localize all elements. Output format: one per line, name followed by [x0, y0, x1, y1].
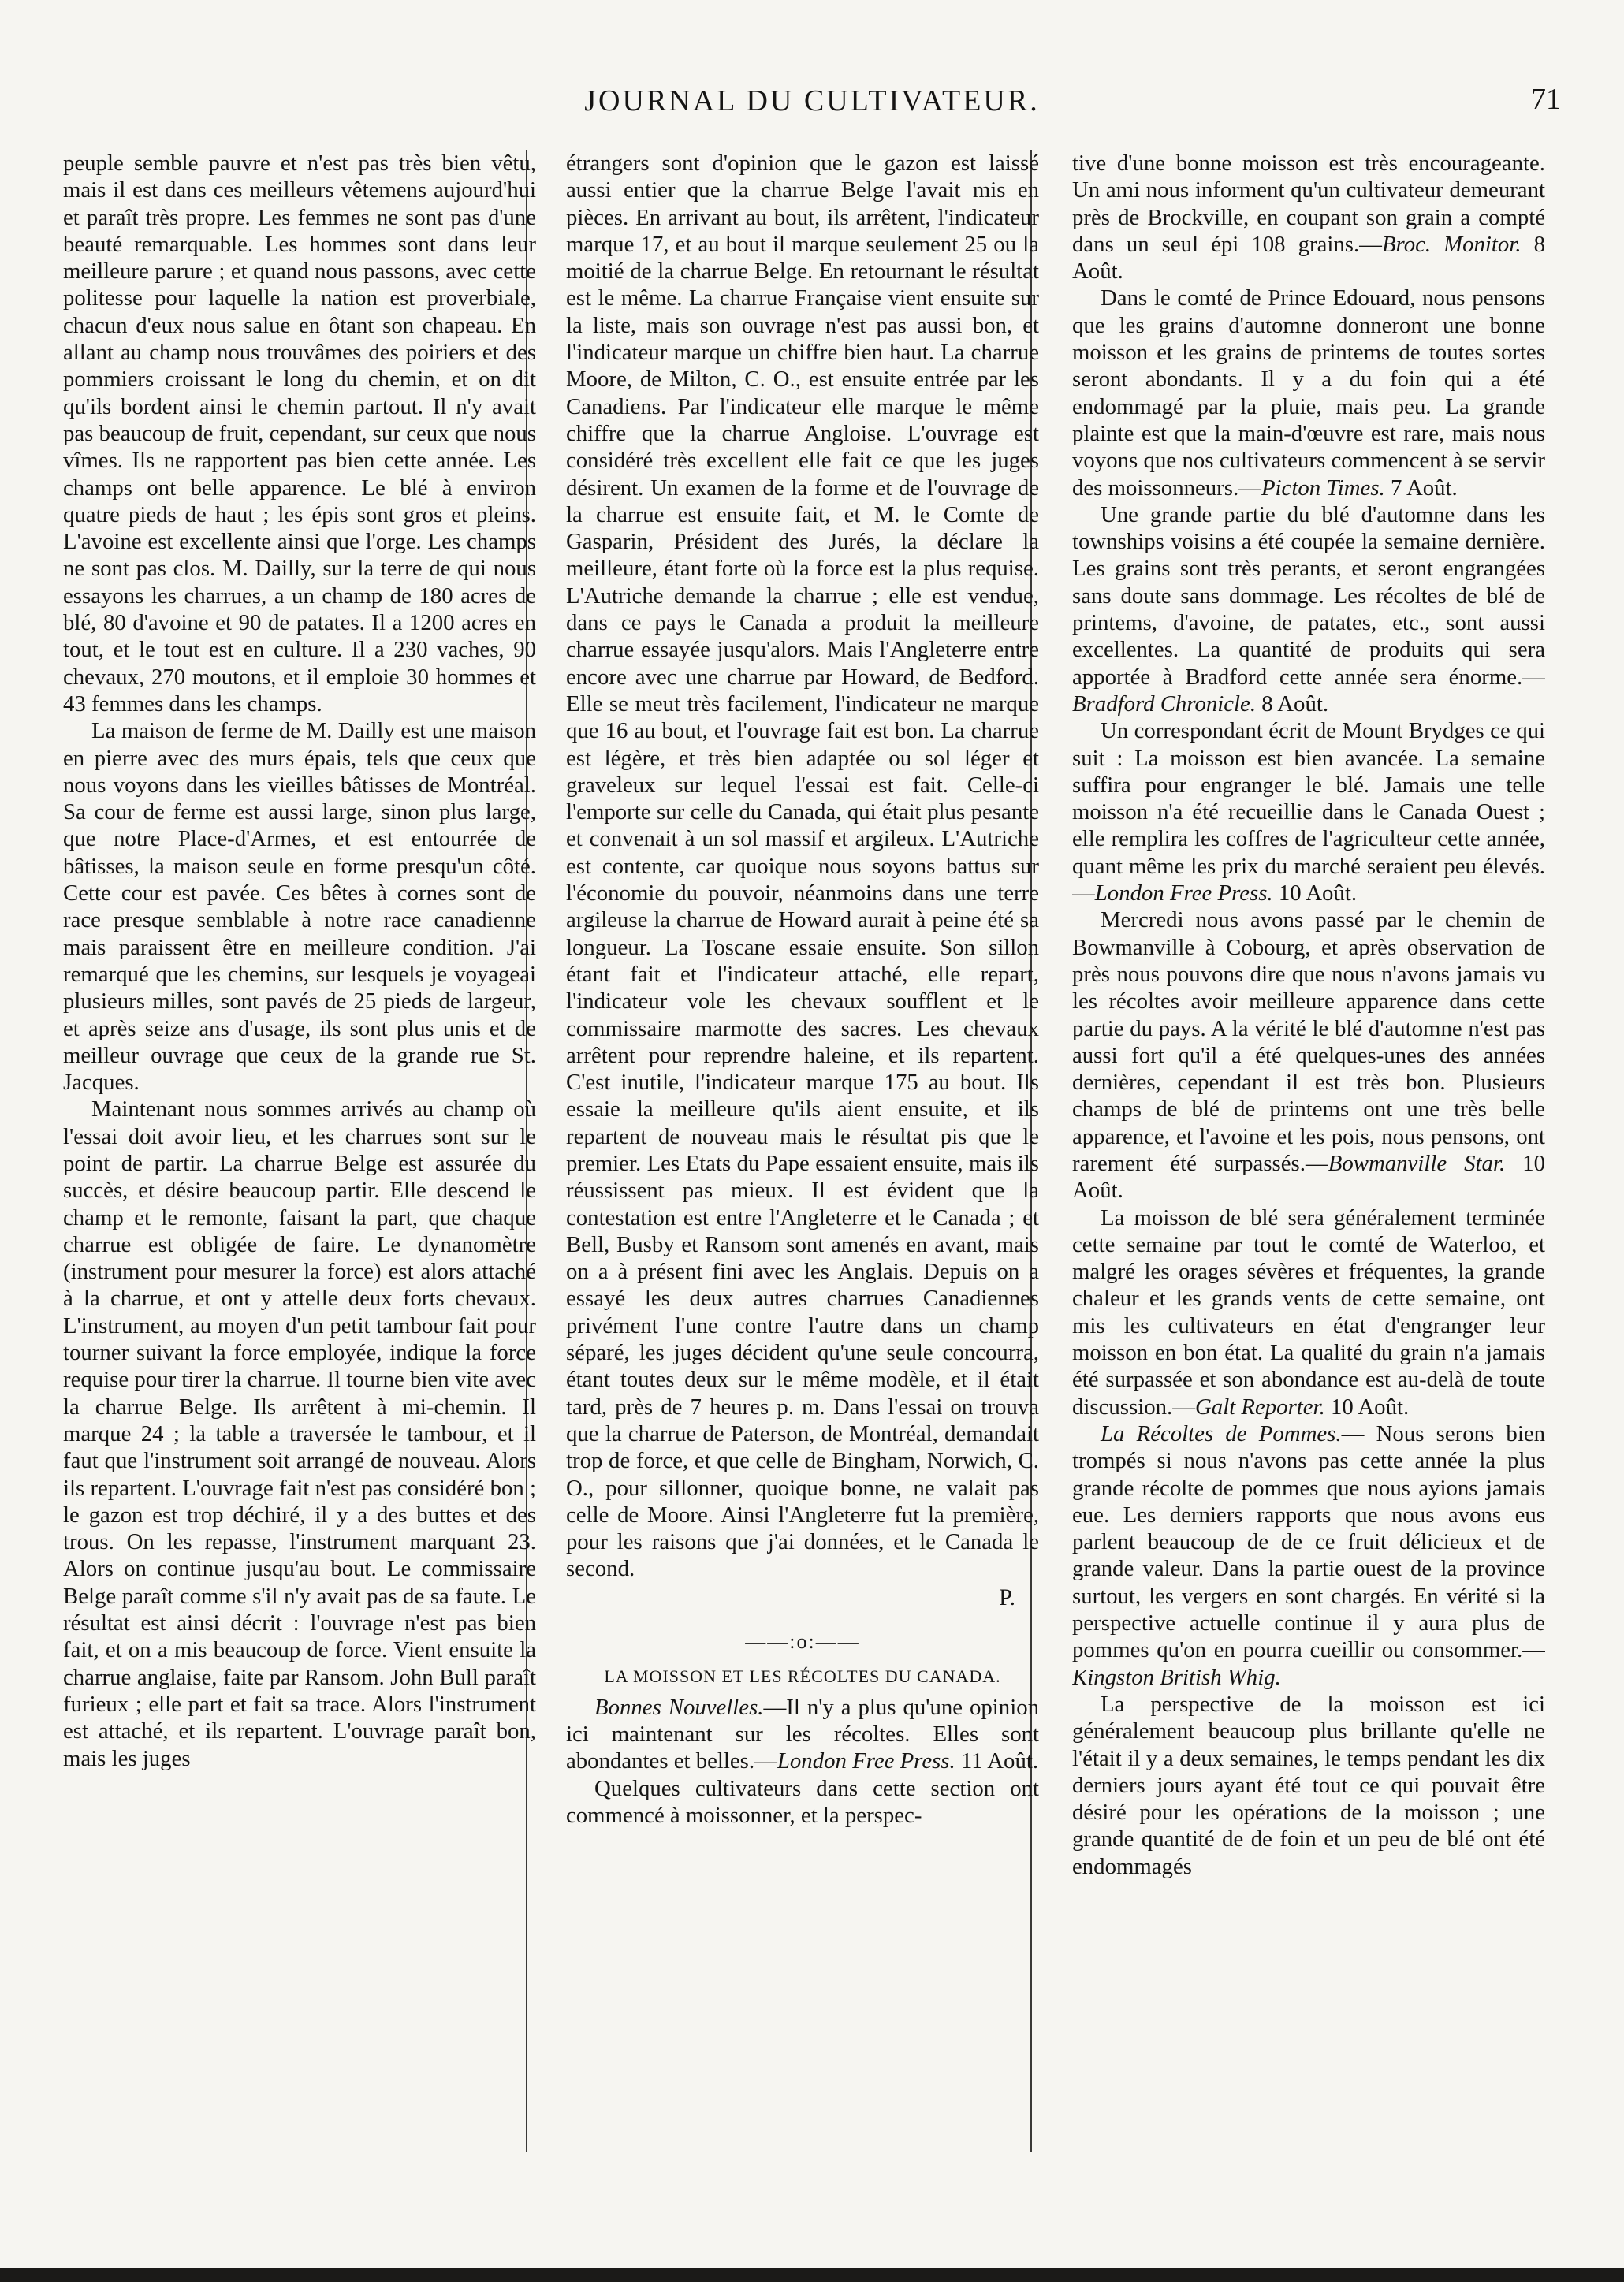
- column-2: [566, 150, 1039, 2168]
- source-date: 8 Août.: [1256, 691, 1329, 717]
- item-text: — Nous serons bien trompés si nous n'avons pas cette année la plus grande récolte de pommes que nous ayions jamais eue. Les derniers rapports que nous avons eus parlent beaucoup de de ce fruit délicieux et de grande valeur. Dans la partie ouest de la province surtout, les vergers en sont chargés. En vérité si la perspective actuelle continue il y aura plus de pommes qu'on en pourra cueillir ou consommer.—: [1072, 1420, 1545, 1663]
- source-name: Bowmanville Star.: [1328, 1150, 1506, 1176]
- section-title: LA MOISSON ET LES RÉCOLTES DU CANADA.: [604, 1666, 1001, 1687]
- paragraph: [1072, 285, 1545, 501]
- source-date: 8 Août.: [1072, 231, 1545, 285]
- column-3: [1072, 150, 1545, 2168]
- source-date: 10 Août.: [1272, 880, 1358, 906]
- paragraph: Maintenant nous sommes arrivés au champ où l'essai doit avoir lieu, et les charrues sont sur le point de partir. La charrue Belge est assurée du succès, et désire beaucoup partir. Elle descend le champ et le remonte, faisant la part, que chaque charrue est obligée de faire. Le dynanomètre (instrument pour mesurer la force) est alors attaché à la charrue, et ont y attelle deux forts chevaux. L'instrument, au moyen d'un petit tambour fait pour tourner suivant la force employée, indique la force requise pour tirer la charrue. Il tourne bien vite avec la charrue Belge. Ils arrêtent à mi-chemin. Il marque 24 ; la table a traversée le tambour, et il faut que l'instrument soit arrangé de nouveau. Alors ils repartent. L'ouvrage fait n'est pas considéré bon ; le gazon est trop déchiré, il y a des buttes et des trous. On les repasse, l'instrument marquant 23. Alors on continue jusqu'au bout. Le commissaire Belge paraît comme s'il n'y avait pas de sa faute. Le résultat est ainsi décrit : l'ouvrage n'est pas bien fait, et on a mis beaucoup de force. Vient ensuite la charrue anglaise, faite par Ransom. John Bull paraît furieux ; elle part et fait sa trace. Alors l'instrument est attaché, et ils repartent. L'ouvrage paraît bon, mais les juges: [63, 1096, 536, 1771]
- paragraph: peuple semble pauvre et n'est pas très bien vêtu, mais il est dans ces meilleurs vêtemens aujourd'hui et paraît très propre. Les femmes ne sont pas d'une beauté remarquable. Les hommes sont dans leur meilleure parure ; et quand nous passons, avec cette politesse pour laquelle la nation est proverbiale, chacun d'eux nous salue en ôtant son chapeau. En allant au champ nous trouvâmes des poiriers et des pommiers croissant le long du chemin, et on dit qu'ils bordent ainsi le chemin partout. Il n'y avait pas beaucoup de fruit, cependant, sur ceux que nous vîmes. Ils ne rapportent pas bien cette année. Les champs ont belle apparence. Le blé à environ quatre pieds de haut ; les épis sont gros et pleins. L'avoine est excellente ainsi que l'orge. Les champs ne sont pas clos. M. Dailly, sur la terre de qui nous essayons les charrues, a un champ de 180 acres de blé, 80 d'avoine et 90 de patates. Il a 1200 acres en tout, et le tout est en culture. Il a 230 vaches, 90 chevaux, 270 moutons, et il emploie 30 hommes et 43 femmes dans les champs.: [63, 151, 536, 717]
- source-name: Picton Times.: [1261, 475, 1385, 501]
- item-text: Un correspondant écrit de Mount Brydges ce qui suit : La moisson est bien avancée. La semaine suffira pour engranger le blé. Jamais une telle moisson n'a été recueillie dans le Canada Ouest ; elle remplira les coffres de l'agriculteur cette année, quant même les prix du marché seraient peu élevés.—: [1072, 718, 1545, 906]
- paragraph: La perspective de la moisson est ici généralement beaucoup plus brillante qu'elle ne l'était il y a deux semaines, le temps pendant les dix derniers jours ayant été tout ce qui pouvait être désiré pour les opérations de la moisson ; une grande quantité de de foin et un peu de blé ont été endommagés: [1072, 1691, 1545, 1879]
- source-date: 10 Août.: [1072, 1150, 1545, 1204]
- item-text: —Il n'y a plus qu'une opinion ici maintenant sur les récoltes. Elles sont abondantes et belles.—: [566, 1694, 1039, 1774]
- paragraph: [1072, 501, 1545, 717]
- paragraph: [1072, 906, 1545, 1204]
- paragraph: [566, 1694, 1039, 1775]
- item-text: tive d'une bonne moisson est très encourageante. Un ami nous informent qu'un cultivateur demeurant près de Brockville, en coupant son grain a compté dans un seul épi 108 grains.—: [1072, 151, 1545, 257]
- source-name: Kingston British Whig.: [1072, 1664, 1281, 1690]
- section-divider: ——:o:——: [745, 1630, 860, 1654]
- item-text: La moisson de blé sera généralement terminée cette semaine par tout le comté de Waterloo, et malgré les orages sévères et fréquentes, la grande chaleur et les grands vents de cette semaine, ont mis les cultivateurs en état d'engranger leur moisson en bon état. La qualité du grain n'a jamais été surpassée et son abondance est au-delà de toute discussion.—: [1072, 1204, 1545, 1420]
- running-title: JOURNAL DU CULTIVATEUR.: [584, 84, 1040, 117]
- scan-bottom-edge: [0, 2268, 1624, 2282]
- item-text: Dans le comté de Prince Edouard, nous pensons que les grains d'automne donneront une bonne moisson et les grains de printems de toutes sortes seront abondants. Il y a du foin qui a été endommagé par la pluie, mais peu. La grande plainte est que la main-d'œuvre est rare, mais nous voyons que nos cultivateurs commencent à se servir des moissonneurs.—: [1072, 285, 1545, 501]
- paragraph: [1072, 717, 1545, 906]
- paragraph: étrangers sont d'opinion que le gazon est laissé aussi entier que la charrue Belge l'avait mis en pièces. En arrivant au bout, ils arrêtent, l'indicateur marque 17, et au bout il marque seulement 25 ou la moitié de la charrue Belge. En retournant le résultat est le même. La charrue Française vient ensuite sur la liste, mais son ouvrage n'est pas aussi bon, et l'indicateur marque un chiffre bien haut. La charrue Moore, de Milton, C. O., est ensuite entrée par les Canadiens. Par l'indicateur elle marque le même chiffre que la charrue Angloise. L'ouvrage est considéré très excellent elle fait ce que les juges désirent. Un examen de la forme et de l'ouvrage de la charrue est ensuite fait, et M. le Comte de Gasparin, Président des Jurés, la déclare la meilleure, étant forte où la force est la plus requise. L'Autriche demande la charrue ; elle est vendue, dans ce pays le Canada a produit la meilleure charrue essayée jusqu'alors. Mais l'Angleterre entre encore avec une charrue par Howard, de Bedford. Elle se meut très facilement, l'indicateur ne marque que 16 au bout, et l'ouvrage fait est bon. La charrue est légère, et très bien adaptée ou sol léger et graveleux sur lequel l'essai est fait. Celle-ci l'emporte sur celle du Canada, qui était plus pesante et convenait à un sol massif et argileux. L'Autriche est contente, car quoique nous soyons battus sur l'économie du pouvoir, néanmoins dans une terre argileuse la charrue de Howard aurait à peine été sa longueur. La Toscane essaie ensuite. Son sillon étant fait et l'indicateur attaché, elle repart, l'indicateur vole les chevaux soufflent et le commissaire marmotte des sacres. Les chevaux arrêtent pour reprendre haleine, et ils repartent. C'est inutile, l'indicateur marque 175 au bout. Ils essaie la meilleure qu'ils aient ensuite, et ils repartent de nouveau mais le résultat pis que le premier. Les Etats du Pape essaient ensuite, mais ils réussissent pas mieux. Il est évident que la contestation est entre l'Angleterre et le Canada ; et Bell, Busby et Ransom sont amenés en avant, mais on a à présent fini avec les Anglais. Depuis on a essayé les deux autres charrues Canadiennes privément l'une contre l'autre dans un champ séparé, les juges décident qu'une seule concourra, étant toutes deux sur le même modèle, et il était tard, près de 7 heures p. m. Dans l'essai on trouva que la charrue de Paterson, de Montréal, demandait trop de force, et que celle de Bingham, Norwich, C. O., pour sillonner, quoique bonne, ne valait pas celle de Moore. Ainsi l'Angleterre fut la première, pour les raisons que j'ai données, et le Canada le second.: [566, 151, 1039, 1582]
- source-date: 10 Août.: [1324, 1394, 1410, 1420]
- item-lead: La Récoltes de Pommes.: [1101, 1420, 1342, 1446]
- paragraph: [1072, 1204, 1545, 1420]
- source-date: 7 Août.: [1384, 475, 1458, 501]
- paragraph: La maison de ferme de M. Dailly est une maison en pierre avec des murs épais, tels que ceux que nous voyons dans les vieilles bâtisses de Montréal. Sa cour de ferme est aussi large, sinon plus large, que notre Place-d'Armes, et est entourrée de bâtisses, la maison seule en forme presqu'un côté. Cette cour est pavée. Ces bêtes à cornes sont de race presque semblable à notre race canadienne mais paraissent être en meilleure condition. J'ai remarqué que les chemins, sur lesquels je voyageai plusieurs milles, sont pavés de 25 pieds de largeur, et après seize ans d'usage, ils sont plus unis et de meilleur ouvrage que ceux de la grande rue St. Jacques.: [63, 718, 536, 1096]
- source-name: Galt Reporter.: [1195, 1394, 1325, 1420]
- source-name: London Free Press.: [777, 1748, 955, 1774]
- text-columns: [63, 150, 1569, 2168]
- page-number: 71: [1531, 83, 1561, 116]
- item-text: Une grande partie du blé d'automne dans les townships voisins a été coupée la semaine dernière. Les grains sont très perants, et seront engrangées sans doute sans dommage. Les récoltes de blé de printems, d'avoine, de patates, etc., sont aussi excellentes. La quantité de produits qui sera apportée à Bradford cette année sera énorme.—: [1072, 501, 1545, 690]
- source-date: 11 Août.: [955, 1748, 1039, 1774]
- item-lead: Bonnes Nouvelles.: [594, 1694, 764, 1720]
- paragraph: [1072, 1420, 1545, 1691]
- source-name: London Free Press.: [1094, 880, 1273, 906]
- column-1: [63, 150, 536, 2168]
- item-text: Mercredi nous avons passé par le chemin de Bowmanville à Cobourg, et après observation de près nous pouvons dire que nous n'avons jamais vu les récoltes avoir meilleure apparence dans cette partie du pays. A la vérité le blé d'automne n'est pas aussi fort qu'il a été quelques-unes des années dernières, cependant il est très bon. Plusieurs champs de blé de printems ont une très belle apparence, et l'avoine et les pois, nous pensons, ont rarement été surpassés.—: [1072, 907, 1545, 1176]
- source-name: Broc. Monitor.: [1381, 231, 1522, 257]
- paragraph: [1072, 150, 1545, 285]
- author-signature: P.: [999, 1584, 1015, 1610]
- source-name: Bradford Chronicle.: [1072, 691, 1257, 717]
- paragraph: Quelques cultivateurs dans cette section ont commencé à moissonner, et la perspec-: [566, 1775, 1039, 1828]
- page-header: [63, 79, 1561, 126]
